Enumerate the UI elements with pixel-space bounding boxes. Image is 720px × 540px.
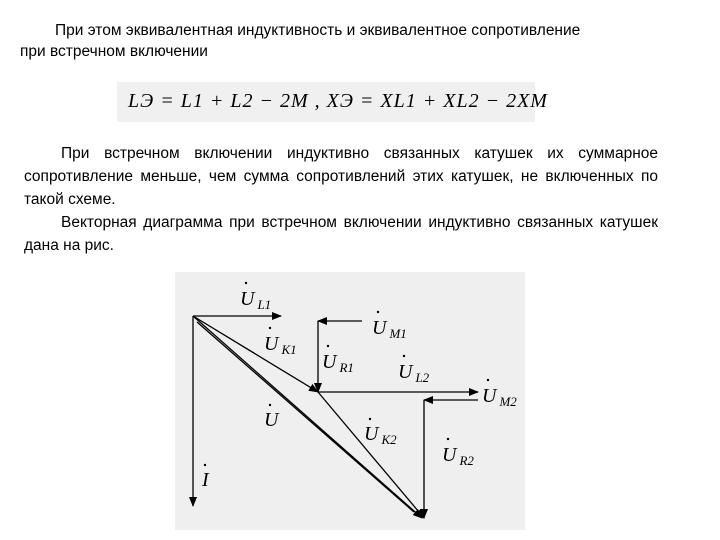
label-i: I — [202, 469, 209, 491]
label-ul1: U $_{L1}$ — [240, 288, 272, 312]
label-u: U — [264, 409, 279, 431]
vector-uk2 — [318, 392, 424, 518]
intro-line-1: При этом эквивалентная индуктивность и эквивалентное сопротивление — [55, 22, 581, 39]
label-um2: U $_{M2}$ — [482, 385, 517, 409]
label-uk1: U $_{K1}$ — [264, 333, 297, 357]
label-ur2: U $_{R2}$ — [442, 444, 474, 468]
paragraph-1: При встречном включении индуктивно связанных катушек их суммарное сопротивление меньше, чем сумма сопротивлений этих катушек, не включенных по такой схеме. — [24, 145, 658, 208]
label-um1: U $_{M1}$ — [372, 317, 407, 341]
vector-uk1 — [193, 316, 318, 392]
label-ul2: U $_{L2}$ — [398, 361, 430, 385]
diagram-labels — [201, 282, 517, 491]
paragraph-2: Векторная диаграмма при встречном включении индуктивно связанных катушек дана на рис. — [24, 214, 658, 254]
label-uk2: U $_{K2}$ — [364, 423, 397, 447]
intro-line-2: при встречном включении — [20, 43, 208, 60]
vector-u-helper — [197, 322, 414, 512]
formula-text: LЭ = L1 + L2 − 2M , XЭ = XL1 + XL2 − 2XM — [128, 90, 548, 112]
label-ur1: U $_{R1}$ — [322, 351, 354, 375]
vector-u — [193, 316, 422, 518]
